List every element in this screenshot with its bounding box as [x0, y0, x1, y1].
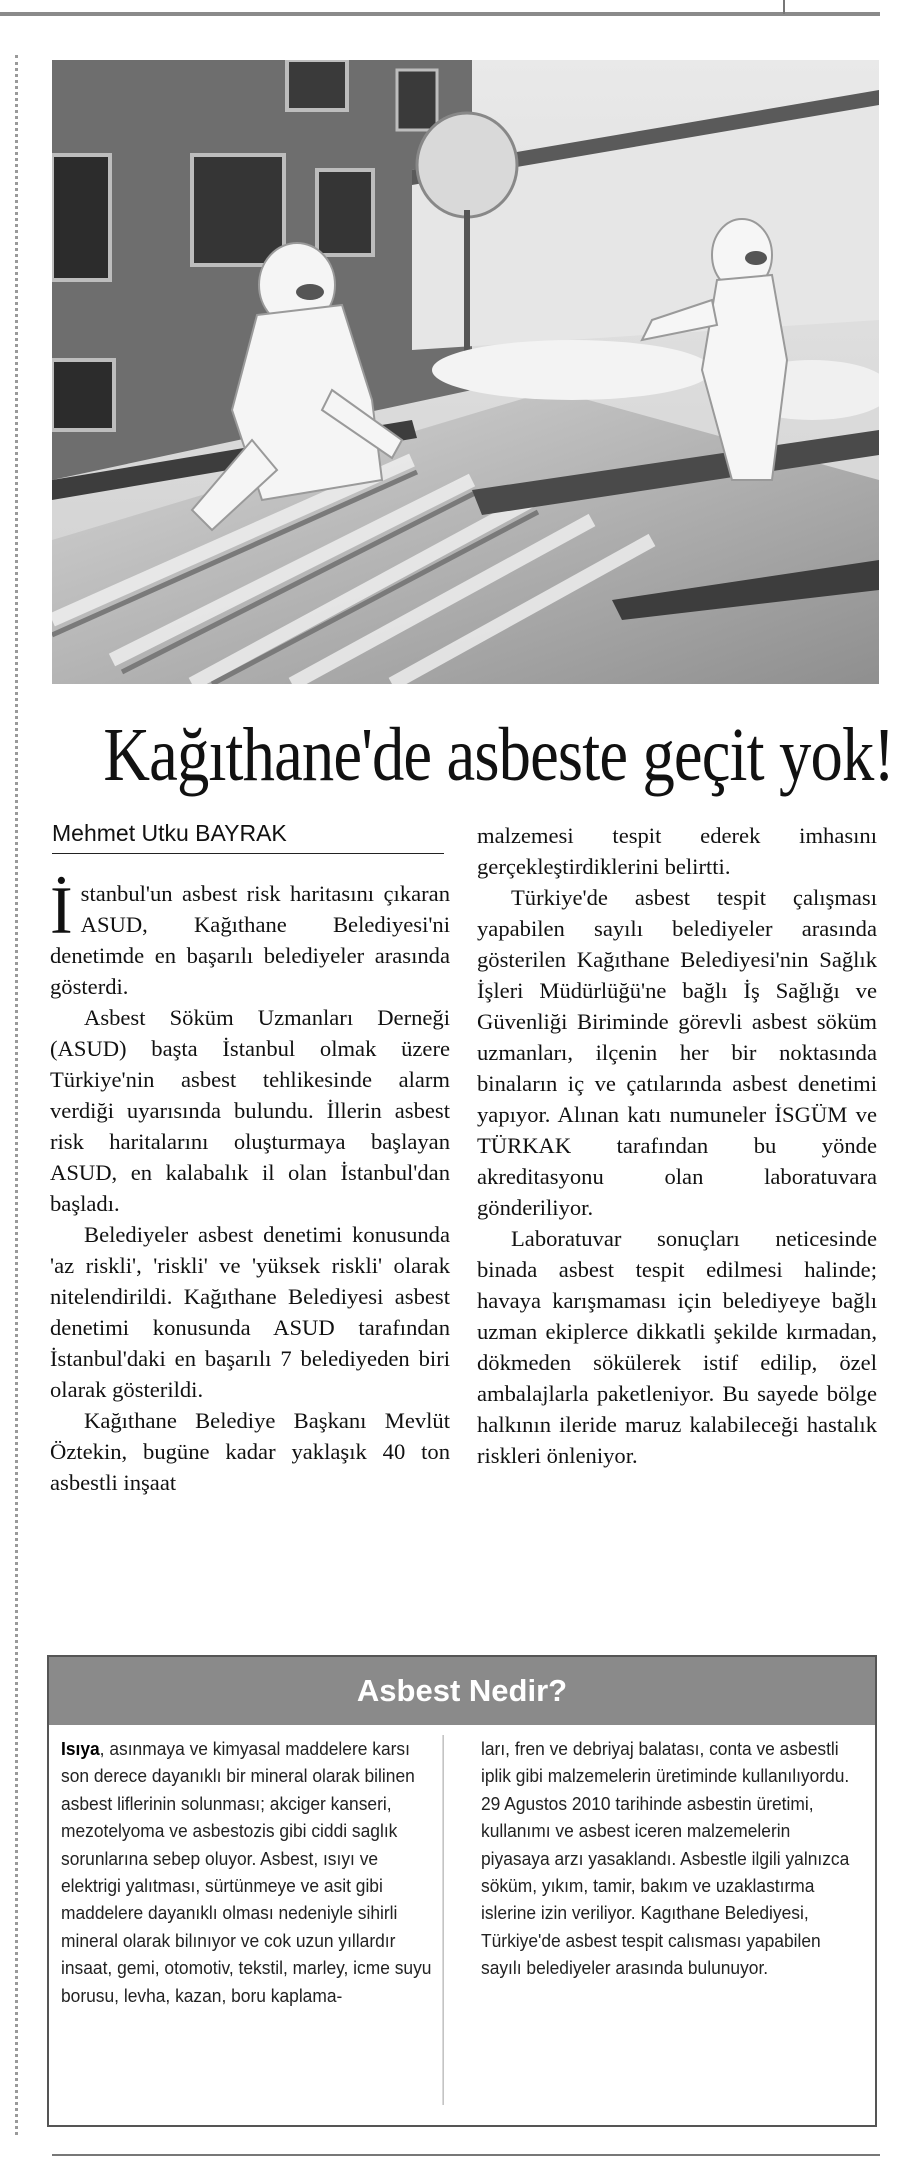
article-column-left: [50, 872, 450, 1498]
dotted-margin-line: [15, 55, 18, 2135]
sidebar-paragraph: ları, fren ve debriyaj balatası, conta ve asbestli iplik gibi malzemelerin üretiminde kullanılıyordu.: [481, 1738, 850, 1787]
sidebar-paragraph: Isıya, asınmaya ve kimyasal maddelere karsı son derece dayanıklı bir mineral olarak bilinen asbest liflerinin solunması; akciger kanseri, mezotelyoma ve asbestozis gibi ciddi saglık sorunlarına sebep oluyor. Asbest, ısıyı ve elektrigi yalıtması, sürtünmeye ve asit gibi maddelere dayanıklı olması nedeniyle sihirli mineral olarak bilınıyor ve cok uzun yıllardır insaat, gemi, otomotiv, tekstil, marley, icme suyu borusu, levha, kazan, boru kaplama-: [61, 1738, 432, 2006]
sidebar-column-left: [61, 1735, 444, 2105]
paragraph: Kağıthane Belediye Başkanı Mevlüt Öztekin, bugüne kadar yaklaşık 40 ton asbestli inşaat: [50, 1408, 450, 1495]
article-headline: Kağıthane'de asbeste geçit yok!: [103, 713, 895, 797]
paragraph: Asbest Söküm Uzmanları Derneği (ASUD) başta İstanbul olmak üzere Türkiye'nin asbest tehlikesinde alarm verdiği uyarısında bulundu. İllerin asbest risk haritalarını oluşturmaya başlayan ASUD, en kalabalık il olan İstanbul'dan başladı.: [50, 1005, 450, 1216]
top-divider: [783, 0, 785, 14]
paragraph: İstanbul'un asbest risk haritasını çıkaran ASUD, Kağıthane Belediyesi'ni denetimde en başarılı belediyeler arasında gösterdi.: [50, 872, 450, 999]
paragraph: Türkiye'de asbest tespit çalışması yapabilen sayılı belediyeler arasında gösterilen Kağıthane Belediyesi'nin Sağlık İşleri Müdürlüğü'ne bağlı İş Sağlığı ve Güvenliği Biriminde görevli asbest söküm uzmanları, ilçenin her bir noktasında binaların iç ve çatılarında asbest denetimi yapıyor. Alınan katı numuneler İSGÜM ve TÜRKAK tarafından bu yönde akreditasyonu olan laboratuvara gönderiliyor.: [477, 885, 877, 1220]
sidebar-title: Asbest Nedir?: [49, 1657, 875, 1725]
paragraph: malzemesi tespit ederek imhasını gerçekleştirdiklerini belirtti.: [477, 823, 877, 879]
top-rule: [0, 12, 880, 16]
sidebar-lead-word: Isıya: [61, 1738, 100, 1759]
article-column-right: [477, 820, 877, 1471]
sidebar-column-right: [481, 1735, 853, 1982]
article-photo: [52, 60, 879, 684]
paragraph: Belediyeler asbest denetimi konusunda 'az riskli', 'riskli' ve 'yüksek riskli' olarak nitelendirildi. Kağıthane Belediyesi asbest denetimi konusunda ASUD tarafından İstanbul'daki en başarılı 7 belediyeden biri olarak gösterildi.: [50, 1222, 450, 1402]
byline: Mehmet Utku BAYRAK: [52, 820, 444, 854]
bottom-rule: [52, 2154, 880, 2156]
sidebar-paragraph: 29 Agustos 2010 tarihinde asbestin üretimi, kullanımı ve asbest iceren malzemelerin piyasaya arzı yasaklandı. Asbestle ilgili yalnızca söküm, yıkım, tamir, bakım ve uzaklastırma islerine izin veriliyor. Kagıthane Belediyesi, Türkiye'de asbest tespit calısması yapabilen sayılı belediyeler arasında bulunuyor.: [481, 1792, 850, 1979]
paragraph: Laboratuvar sonuçları neticesinde binada asbest tespit edilmesi halinde; havaya karışmaması için belediyeye bağlı uzman ekiplerce dikkatli şekilde kırmadan, dökmeden sökülerek istif edilip, özel ambalajlarla paketleniyor. Bu sayede bölge halkının ileride maruz kalabileceği hastalık riskleri önleniyor.: [477, 1226, 877, 1468]
sidebar-box: [47, 1655, 877, 2127]
drop-cap: İ: [50, 872, 73, 948]
